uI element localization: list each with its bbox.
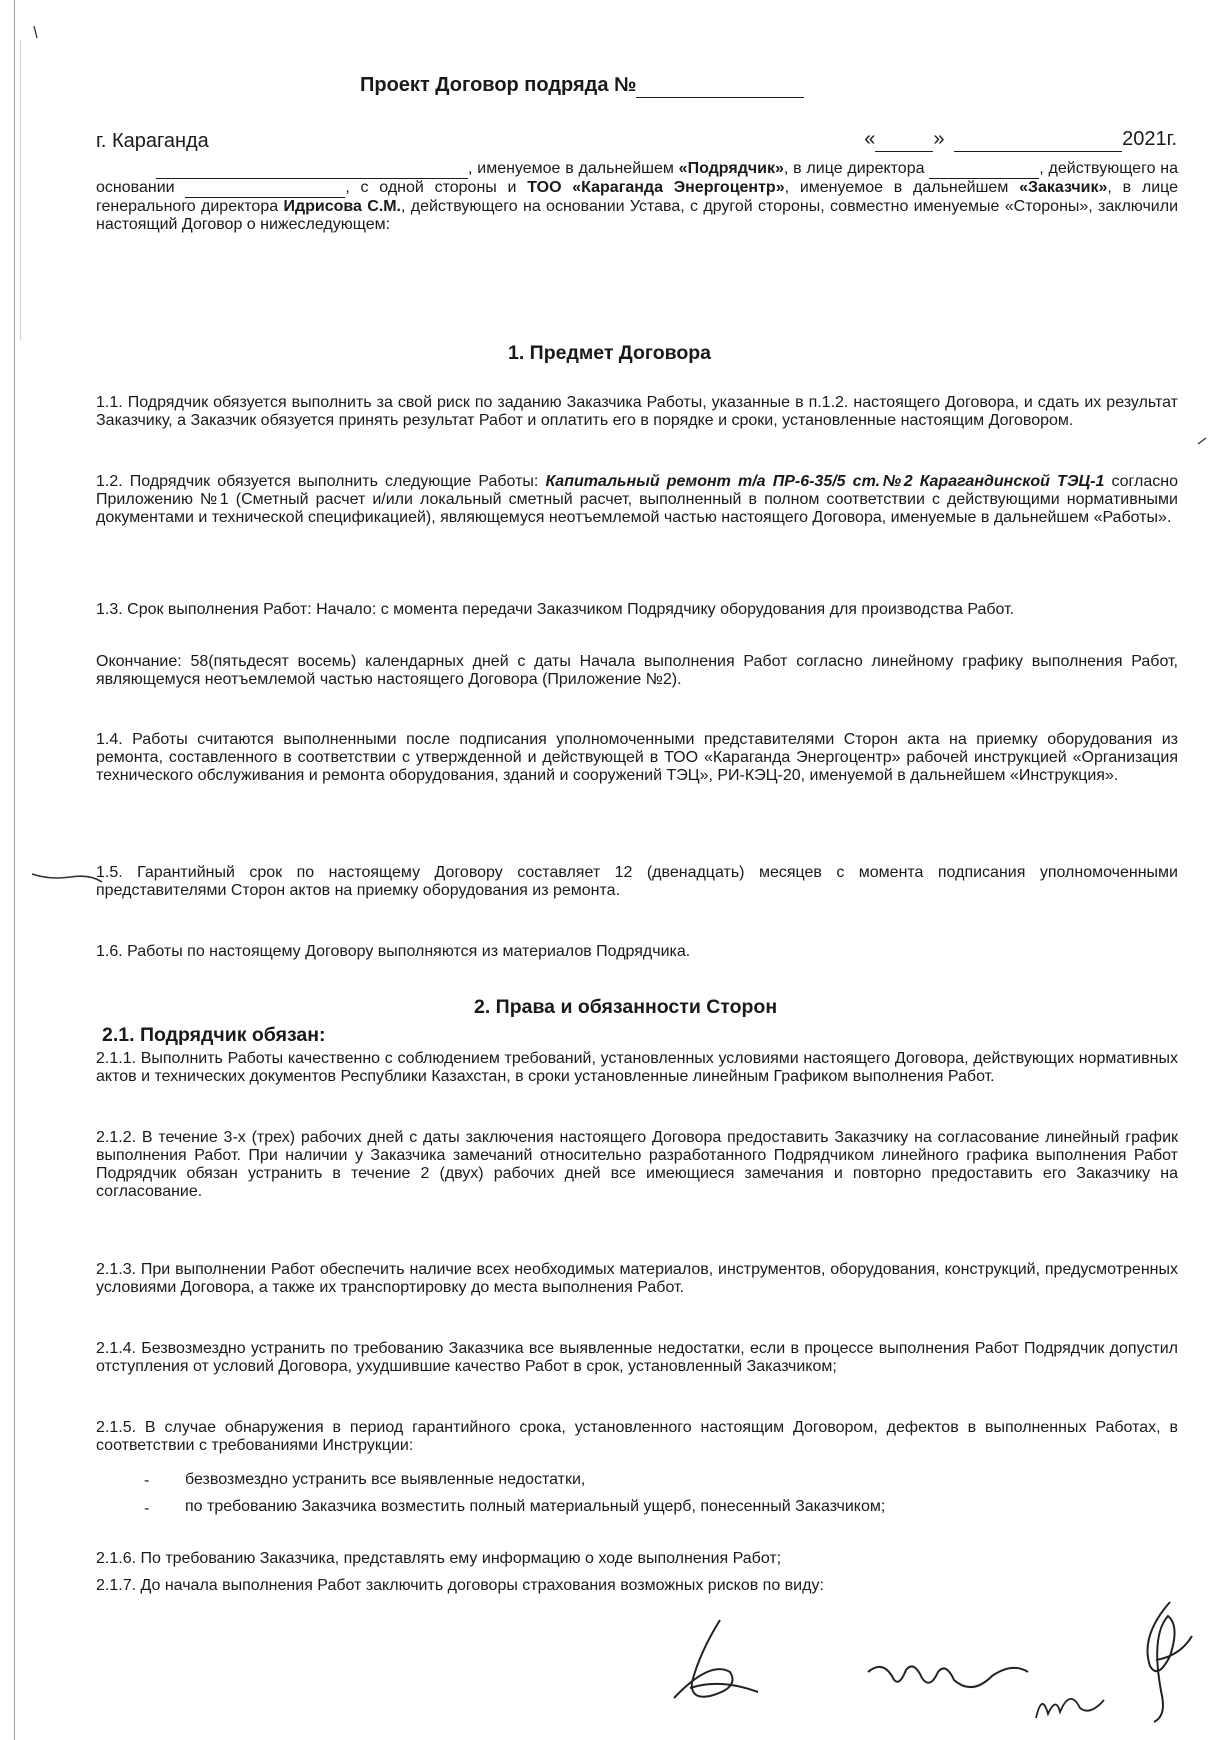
signature-4 xyxy=(1110,1596,1200,1726)
clause-1-1: 1.1. Подрядчик обязуется выполнить за свой риск по заданию Заказчика Работы, указанные в п.1.2. настоящего Договора, и сдать их результат Заказчику, а Заказчик обязуется принять результат Работ и оплатить его в порядке и сроки, установленные настоящим Договором. xyxy=(96,394,1178,429)
title-text: Проект Договор подряда № xyxy=(360,74,637,96)
clause-2-1-3: 2.1.3. При выполнении Работ обеспечить наличие всех необходимых материалов, инструментов, оборудования, конструкций, предусмотренных условиями Договора, а также их транспортировку до места выполнения Работ. xyxy=(96,1261,1178,1296)
clause-2-1-4: 2.1.4. Безвозмездно устранить по требованию Заказчика все выявленные недостатки, если в процессе выполнения Работ Подрядчик допустил отступления от условий Договора, ухудшившие качество Работ в срок, установленный Заказчиком; xyxy=(96,1340,1178,1375)
document-title xyxy=(360,74,804,98)
clause-2-1-heading: 2.1. Подрядчик обязан: xyxy=(102,1024,326,1046)
basis-blank xyxy=(185,179,345,198)
margin-tick-mark xyxy=(32,24,40,40)
clause-2-1-6: 2.1.6. По требованию Заказчика, представлять ему информацию о ходе выполнения Работ; xyxy=(96,1550,782,1567)
signature-3 xyxy=(1030,1678,1110,1728)
signature-2 xyxy=(862,1650,1032,1710)
clause-2-1-1: 2.1.1. Выполнить Работы качественно с соблюдением требований, установленных условиями настоящего Договора, действующих нормативных актов и технических документов Республики Казахстан, в сроки установленные линейным Графиком выполнения Работ. xyxy=(96,1050,1178,1085)
day-blank xyxy=(875,128,933,152)
clause-2-1-2: 2.1.2. В течение 3-х (трех) рабочих дней с даты заключения настоящего Договора предоставить Заказчику на согласование линейный график выполнения Работ. При наличии у Заказчика замечаний относительно разработанного Подрядчиком линейного графика выполнения Работ Подрядчик обязан устранить в течение 2 (двух) рабочих дней все имеющиеся замечания и повторно предоставить его Заказчику на согласование. xyxy=(96,1129,1178,1200)
clause-2-1-5: 2.1.5. В случае обнаружения в период гарантийного срока, установленного настоящим Договором, дефектов в выполненных Работах, в соответствии с требованиями Инструкции: xyxy=(96,1419,1178,1454)
clause-2-1-7: 2.1.7. До начала выполнения Работ заключить договоры страхования возможных рисков по виду: xyxy=(96,1577,824,1594)
clause-1-3: 1.3. Срок выполнения Работ: Начало: с момента передачи Заказчиком Подрядчику оборудования для производства Работ. xyxy=(96,601,1015,618)
contractor-name-blank xyxy=(156,160,468,179)
month-blank xyxy=(954,128,1122,152)
clause-1-2: 1.2. Подрядчик обязуется выполнить следующие Работы: Капитальный ремонт т/а ПР-6-35/5 ст.№2 Карагандинской ТЭЦ-1 согласно Приложению №1 (Сметный расчет и/или локальный сметный расчет, выполненный в полном соответствии с действующими нормативными документами и технической спецификацией), являющемуся неотъемлемой частью настоящего Договора, именуемые в дальнейшем «Работы». xyxy=(96,473,1178,526)
city-label: г. Караганда xyxy=(96,130,209,152)
margin-pen-mark xyxy=(30,868,105,888)
list-dash: - xyxy=(144,1500,150,1517)
contract-date: « » 2021г. xyxy=(864,128,1177,150)
list-item-2: по требованию Заказчика возместить полный материальный ущерб, понесенный Заказчиком; xyxy=(185,1498,886,1515)
signature-1 xyxy=(660,1612,770,1712)
margin-tick-mark xyxy=(1196,434,1208,448)
clause-1-6: 1.6. Работы по настоящему Договору выполняются из материалов Подрядчика. xyxy=(96,943,691,960)
clause-1-3-end: Окончание: 58(пятьдесят восемь) календарных дней с даты Начала выполнения Работ согласно линейному графику выполнения Работ, являющемуся неотъемлемой частью настоящего Договора (Приложение №2). xyxy=(96,653,1178,688)
clause-1-5: 1.5. Гарантийный срок по настоящему Договору составляет 12 (двенадцать) месяцев с момента подписания уполномоченными представителями Сторон актов на приемку оборудования из ремонта. xyxy=(96,864,1178,899)
list-item-1: безвозмездно устранить все выявленные недостатки, xyxy=(185,1471,586,1488)
preamble: , именуемое в дальнейшем «Подрядчик», в лице директора , действующего на основании , с одной стороны и ТОО «Караганда Энергоцентр», именуемое в дальнейшем «Заказчик», в лице генерального директора Идрисова С.М., действующего на основании Устава, с другой стороны, совместно именуемые «Стороны», заключили настоящий Договор о нижеследующем: xyxy=(96,160,1179,233)
director-name-blank xyxy=(929,160,1039,179)
scan-edge-line xyxy=(14,0,15,1740)
section-1-heading: 1. Предмет Договора xyxy=(508,342,712,364)
contract-number-blank xyxy=(636,74,804,98)
list-dash: - xyxy=(144,1472,150,1489)
clause-1-4: 1.4. Работы считаются выполненными после подписания уполномоченными представителями Сторон акта на приемку оборудования из ремонта, составленного в соответствии с утвержденной и действующей в ТОО «Караганда Энергоцентр» рабочей инструкцией «Организация технического обслуживания и ремонта оборудования, зданий и сооружений ТЭЦ», РИ-КЭЦ-20, именуемой в дальнейшем «Инструкция». xyxy=(96,731,1178,784)
scan-edge-line xyxy=(20,40,21,340)
section-2-heading: 2. Права и обязанности Сторон xyxy=(474,996,778,1018)
